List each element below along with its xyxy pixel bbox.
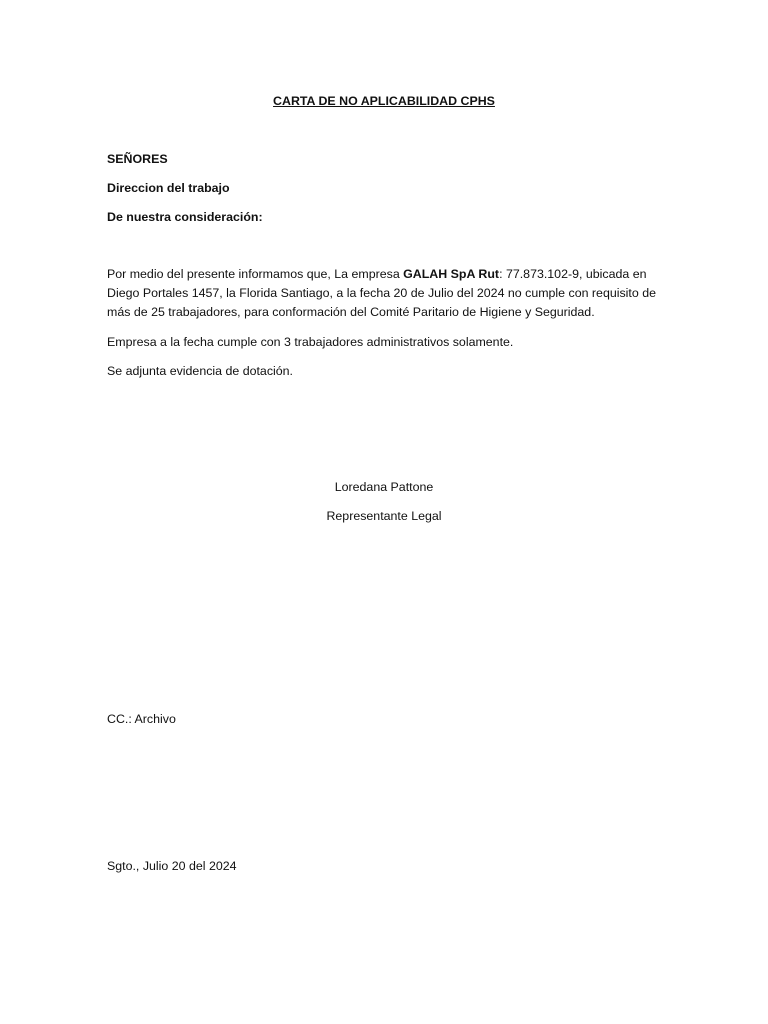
letter-title: CARTA DE NO APLICABILIDAD CPHS <box>273 94 495 108</box>
company-name: GALAH SpA Rut <box>403 267 500 281</box>
salutation-line: Direccion del trabajo <box>107 181 230 195</box>
body-line <box>107 266 647 282</box>
body-paragraph: Empresa a la fecha cumple con 3 trabajadores administrativos solamente. <box>107 335 514 349</box>
signatory-name: Loredana Pattone <box>334 480 434 494</box>
cc-line: CC.: Archivo <box>107 712 176 726</box>
body-paragraph: Se adjunta evidencia de dotación. <box>107 364 293 378</box>
salutation-line: SEÑORES <box>107 152 168 166</box>
body-line: Diego Portales 1457, la Florida Santiago, a la fecha 20 de Julio del 2024 no cumple con requisito de <box>107 286 656 300</box>
body-text: Por medio del presente informamos que, La empresa <box>107 267 404 281</box>
salutation-line: De nuestra consideración: <box>107 210 263 224</box>
body-text: : 77.873.102-9, ubicada en <box>499 267 647 281</box>
signatory-role: Representante Legal <box>326 509 442 523</box>
place-date: Sgto., Julio 20 del 2024 <box>107 859 237 873</box>
body-line: más de 25 trabajadores, para conformación del Comité Paritario de Higiene y Seguridad. <box>107 305 595 319</box>
